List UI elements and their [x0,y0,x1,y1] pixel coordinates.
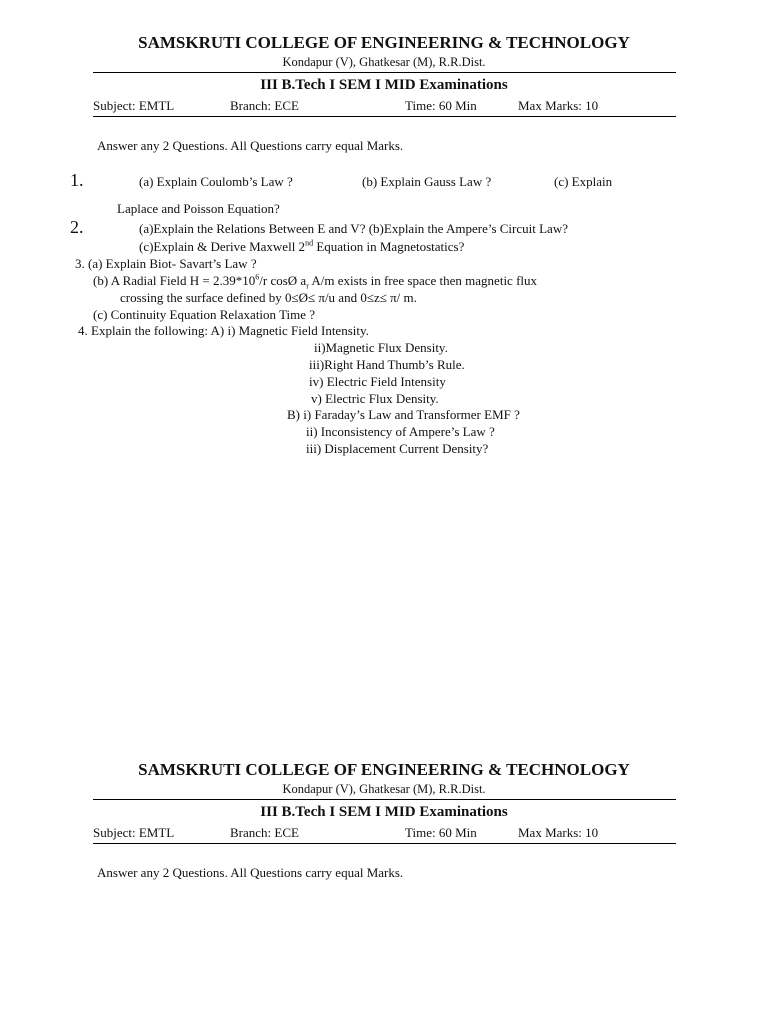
question-2ab: (a)Explain the Relations Between E and V? (b)Explain the Ampere’s Circuit Law? [139,221,568,236]
question-3b-text-mid: /r cosØ a [259,273,307,288]
question-4a-iv: iv) Electric Field Intensity [309,374,446,389]
college-address-2: Kondapur (V), Ghatkesar (M), R.R.Dist. [282,782,486,796]
meta-divider-2 [93,843,676,844]
question-2c-superscript: nd [305,238,314,248]
question-3a: 3. (a) Explain Biot- Savart’s Law ? [75,256,257,271]
time-label: Time: 60 Min [405,98,477,113]
question-2-number: 2. [70,217,84,237]
question-3c: (c) Continuity Equation Relaxation Time ? [93,307,316,322]
instructions: Answer any 2 Questions. All Questions carry equal Marks. [97,138,404,153]
question-3b-continued: crossing the surface defined by 0≤Ø≤ π/u and 0≤z≤ π/ m. [120,290,417,305]
question-1-number: 1. [70,170,84,190]
subject-label-2: Subject: EMTL [93,825,175,840]
question-1a: (a) Explain Coulomb’s Law ? [139,174,293,189]
question-3b-text-end: A/m exists in free space then magnetic flux [308,273,538,288]
college-name: SAMSKRUTI COLLEGE OF ENGINEERING & TECHNOLOGY [138,33,630,52]
meta-divider [93,116,676,117]
question-2c-text: (c)Explain & Derive Maxwell 2 [139,239,306,254]
question-3b-exponent: 6 [255,272,260,282]
question-4a-v: v) Electric Flux Density. [311,391,439,406]
question-4a-iii: iii)Right Hand Thumb’s Rule. [309,357,465,372]
exam-title: III B.Tech I SEM I MID Examinations [260,77,508,93]
question-4b-i: B) i) Faraday’s Law and Transformer EMF ? [287,407,520,422]
max-marks-label: Max Marks: 10 [518,98,599,113]
question-4-intro: 4. Explain the following: A) i) Magnetic Field Intensity. [78,323,369,338]
instructions-2: Answer any 2 Questions. All Questions carry equal Marks. [97,865,404,880]
exam-title-2: III B.Tech I SEM I MID Examinations [260,804,508,820]
branch-label: Branch: ECE [230,98,299,113]
question-2c [139,239,464,255]
question-3b-subscript: r [306,281,309,291]
branch-label-2: Branch: ECE [230,825,299,840]
question-2c-text-end: Equation in Magnetostatics? [313,239,465,254]
question-4a-ii: ii)Magnetic Flux Density. [314,340,448,355]
question-1c-continued: Laplace and Poisson Equation? [117,201,280,216]
question-1c: (c) Explain [554,174,613,189]
header-divider [93,72,676,73]
question-1b: (b) Explain Gauss Law ? [362,174,492,189]
college-address: Kondapur (V), Ghatkesar (M), R.R.Dist. [282,55,486,69]
college-name-2: SAMSKRUTI COLLEGE OF ENGINEERING & TECHNOLOGY [138,760,630,779]
time-label-2: Time: 60 Min [405,825,477,840]
question-3b-text: (b) A Radial Field H = 2.39*10 [93,273,256,288]
subject-label: Subject: EMTL [93,98,175,113]
header-divider-2 [93,799,676,800]
question-4b-iii: iii) Displacement Current Density? [306,441,489,456]
question-3b [93,273,537,289]
max-marks-label-2: Max Marks: 10 [518,825,599,840]
question-4b-ii: ii) Inconsistency of Ampere’s Law ? [306,424,495,439]
